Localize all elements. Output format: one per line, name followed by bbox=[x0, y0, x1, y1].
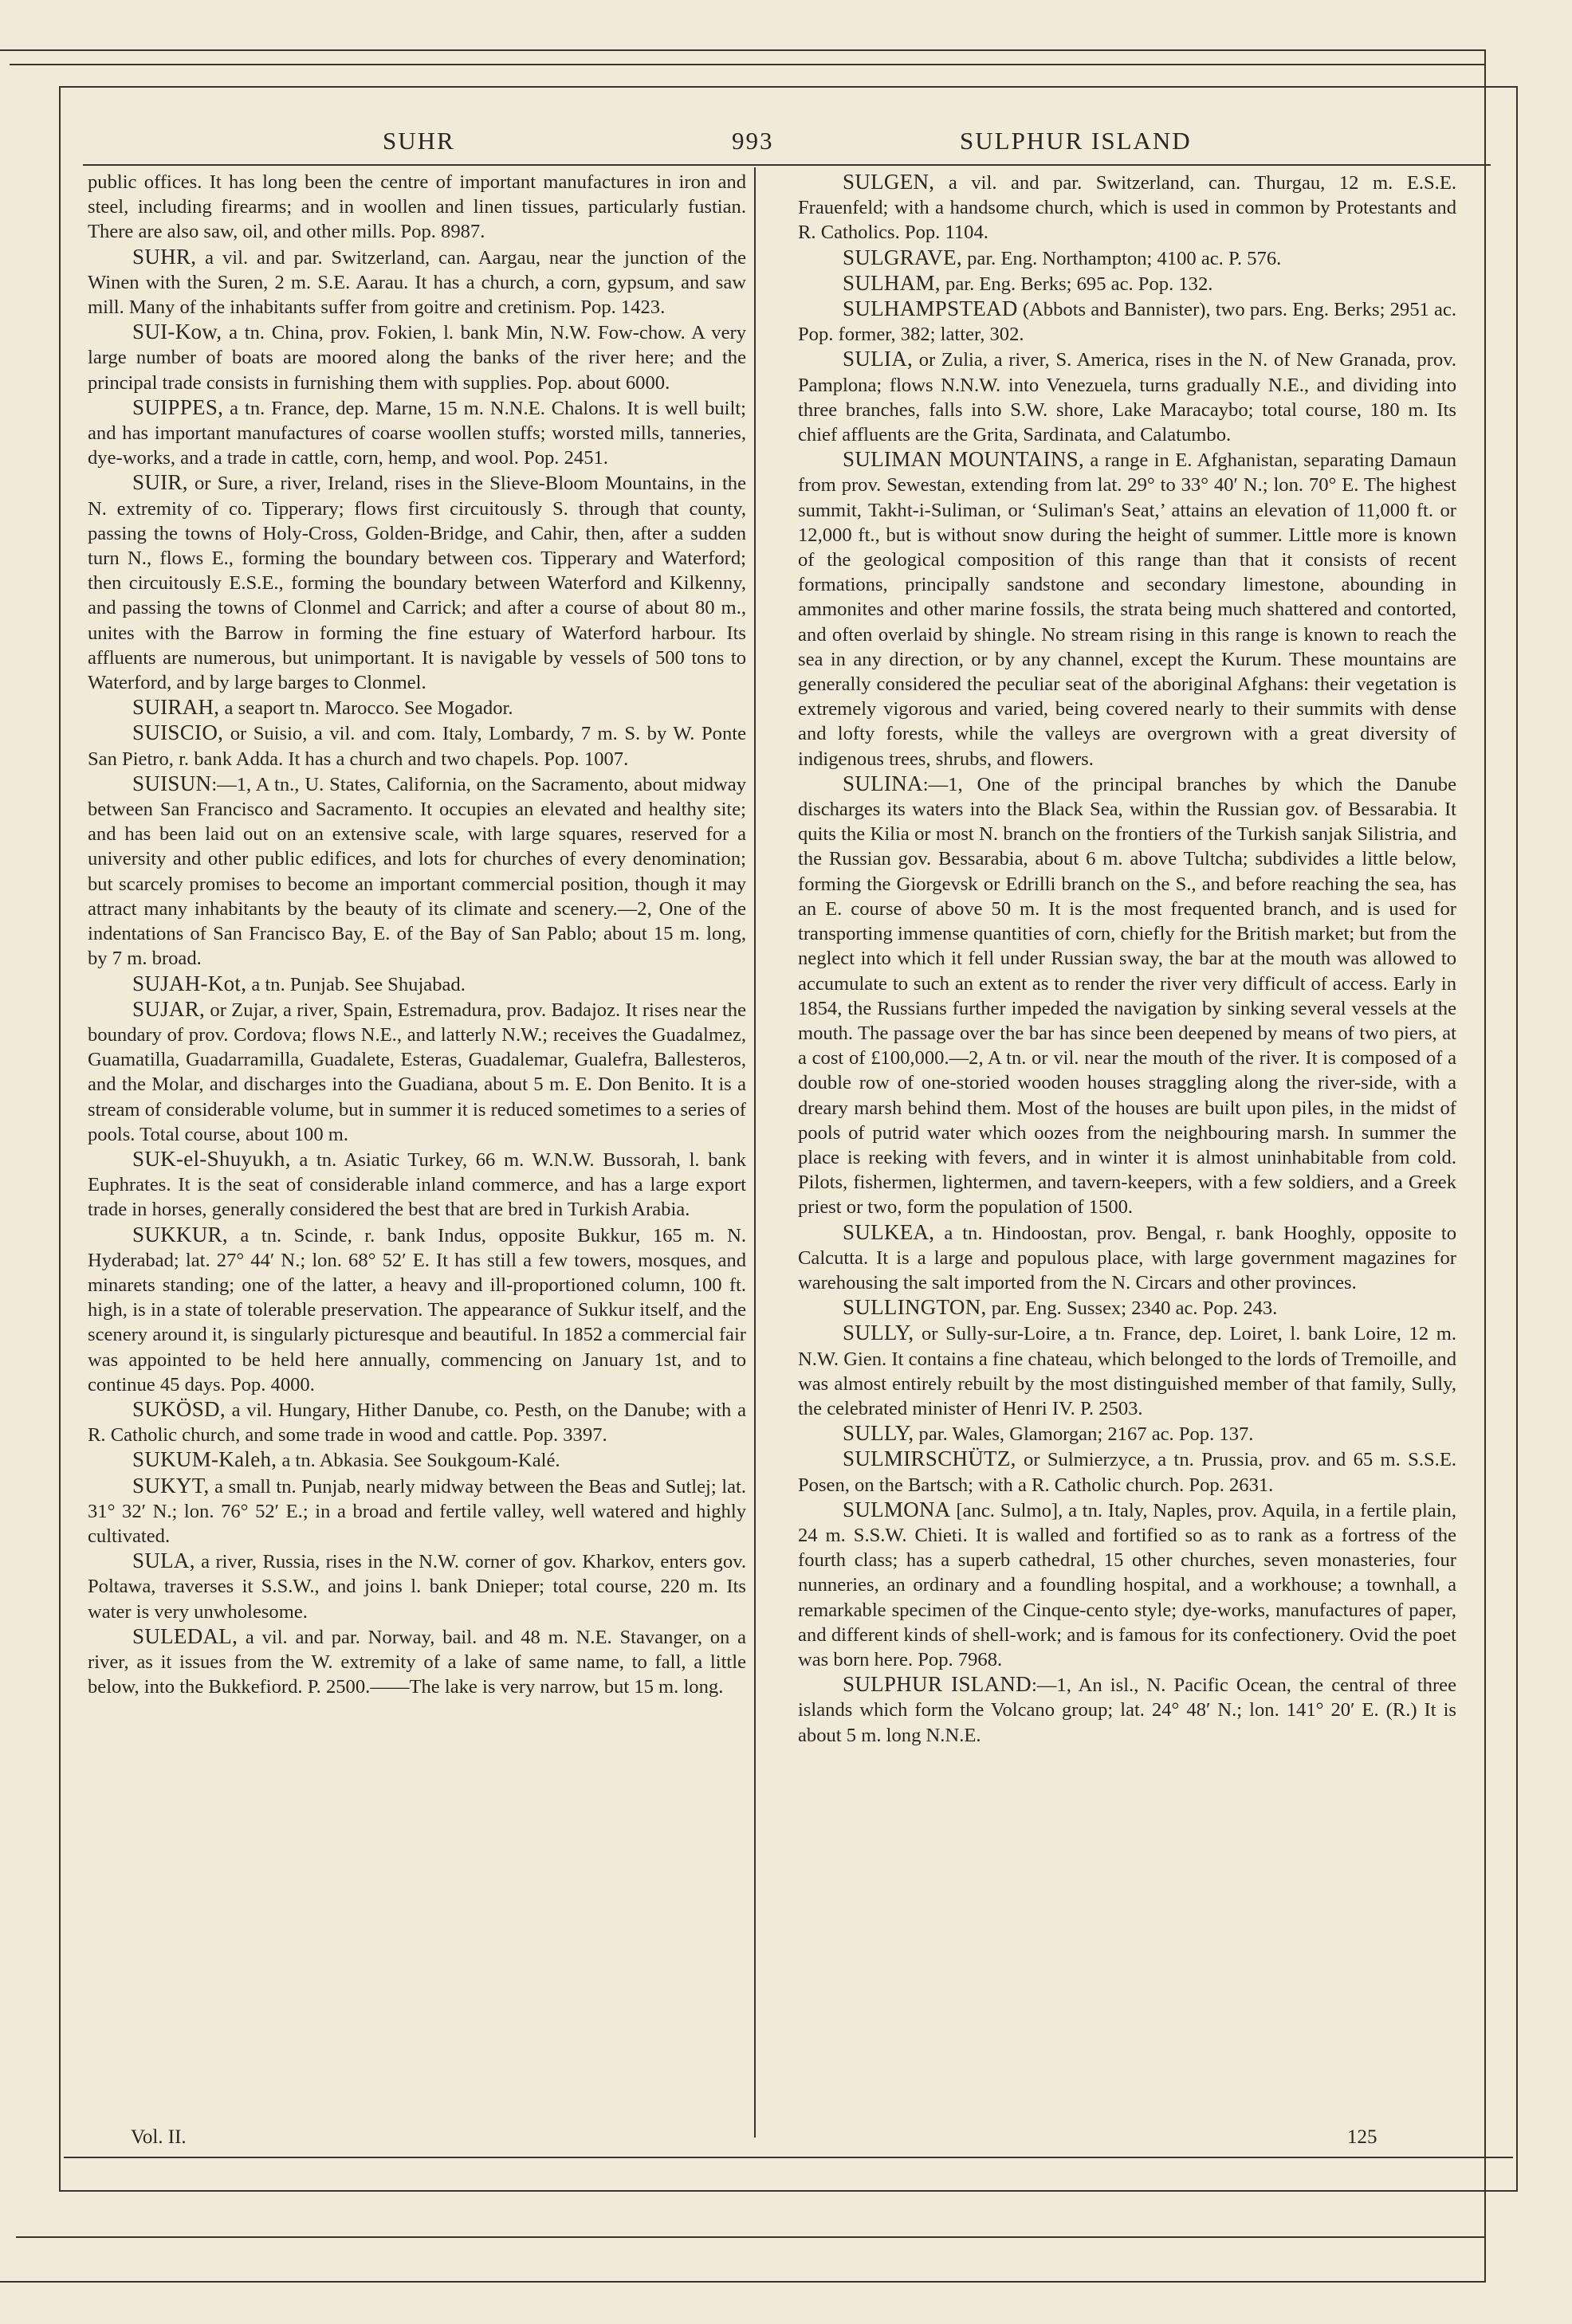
entry bbox=[798, 170, 1456, 245]
entry bbox=[88, 1624, 746, 1700]
header-rule bbox=[83, 164, 1491, 166]
top-inner-rule bbox=[10, 64, 1486, 65]
entry bbox=[88, 1147, 746, 1223]
entry-headword: SUKUM-Kaleh, bbox=[132, 1447, 277, 1472]
entry bbox=[88, 1549, 746, 1624]
entry-headword: SUISUN bbox=[132, 771, 212, 795]
left-column bbox=[88, 170, 746, 2154]
entry-text: or Zujar, a river, Spain, Estremadura, prov. Badajoz. It rises near the boundary of prov. Cordova; flows N.E., and latterly N.W.; receives the Guadalmez, Guamatilla, Guadarramilla, Guadalete, Esteras, Guadalemar, Gualefra, Ballesteros, and the Molar, and discharges into the Guadiana, about 5 m. E. Don Benito. It is a stream of considerable volume, but in summer it is reduced sometimes to a series of pools. Total course, about 100 m. bbox=[88, 999, 746, 1145]
entry-text: :—1, A tn., U. States, California, on the Sacramento, about midway between San Francisco and Sacramento. It occupies an elevated and healthy site; and has been laid out on an extensive scale, with large squares, reserved for a university and other public edifices, and lots for churches of every denomination; but scarcely promises to become an important commercial position, though it may attract many inhabitants by the beauty of its climate and scenery.—2, One of the indentations of San Francisco Bay, E. of the Bay of San Pablo; about 15 m. long, by 7 m. broad. bbox=[88, 773, 746, 970]
bottom-outer-rule bbox=[0, 2281, 1486, 2283]
entry-text: par. Eng. Berks; 695 ac. Pop. 132. bbox=[940, 273, 1213, 295]
entry-text: :—1, An isl., N. Pacific Ocean, the central of three islands which form the Volcano group; lat. 24° 48′ N.; lon. 141° 20′ E. (R.) It is about 5 m. long N.N.E. bbox=[798, 1674, 1456, 1746]
right-column bbox=[798, 170, 1456, 2154]
entry-headword: SUISCIO, bbox=[132, 720, 224, 745]
entry-headword: SUKÖSD, bbox=[132, 1396, 226, 1421]
entry bbox=[798, 1447, 1456, 1497]
entry-text: or Zulia, a river, S. America, rises in the N. of New Granada, prov. Pamplona; flows N.N.W. into Venezuela, turns gradually N.E., and dividing into three branches, falls into S.W. shore, Lake Maracaybo; total course, 180 m. Its chief affluents are the Grita, Sardinata, and Calatumbo. bbox=[798, 349, 1456, 446]
entry-text: a tn. France, dep. Marne, 15 m. N.N.E. Chalons. It is well built; and has important manufactures of coarse woollen stuffs; worsted mills, tanneries, dye-works, and a trade in cattle, corn, hemp, and wool. Pop. 2451. bbox=[88, 397, 746, 469]
entry-text: [anc. Sulmo], a tn. Italy, Naples, prov. Aquila, in a fertile plain, 24 m. S.S.W. Chieti. It is walled and fortified so as to rank as a fortress of the fourth class; has a superb cathedral, 15 other churches, seven monasteries, four nunneries, an ordinary and a foundling hospital, and a workhouse; a townhall, a remarkable specimen of the Cinque-cento style; dye-works, manufactures of paper, and different kinds of shell-work; and is famous for its confectionery. Ovid the poet was born here. Pop. 7968. bbox=[798, 1499, 1456, 1670]
entry-headword: SULGRAVE, bbox=[843, 245, 962, 269]
bottom-inner-rule bbox=[16, 2236, 1484, 2238]
signature-mark: 125 bbox=[1347, 2126, 1377, 2148]
entry-headword: SULEDAL, bbox=[132, 1623, 238, 1648]
entry-text: a tn. Abkasia. See Soukgoum-Kalé. bbox=[277, 1450, 560, 1472]
entry-headword: SUIR, bbox=[132, 470, 188, 495]
entry bbox=[88, 245, 746, 320]
entry bbox=[798, 1321, 1456, 1421]
entry-text: par. Wales, Glamorgan; 2167 ac. Pop. 137. bbox=[914, 1423, 1254, 1446]
entry bbox=[798, 1421, 1456, 1447]
running-head-right: SULPHUR ISLAND bbox=[960, 127, 1192, 155]
entry bbox=[88, 1397, 746, 1447]
entry bbox=[798, 1220, 1456, 1296]
entry-headword: SUK-el-Shuyukh, bbox=[132, 1146, 291, 1171]
entry-text: or Sure, a river, Ireland, rises in the Slieve-Bloom Mountains, in the N. extremity of co. Tipperary; flows first circuitously S. through that county, passing the towns of Holy-Cross, Golden-Bridge, and Cahir, then, after a sudden turn N., flows E., forming the boundary between cos. Tipperary and Waterford; then circuitously E.S.E., forming the boundary between Waterford and Kilkenny, and passing the towns of Clonmel and Carrick; and after a course of about 80 m., unites with the Barrow in forming the fine estuary of Waterford harbour. Its affluents are numerous, but unimportant. It is navigable by vessels of 500 tons to Waterford, and by large barges to Clonmel. bbox=[88, 473, 746, 694]
page-number: 993 bbox=[732, 127, 774, 155]
entry-text: or Sully-sur-Loire, a tn. France, dep. Loiret, l. bank Loire, 12 m. N.W. Gien. It contains a fine chateau, which belonged to the lords of Tremoille, and was almost entirely rebuilt by the most distinguished member of that family, Sully, the celebrated minister of Henri IV. P. 2503. bbox=[798, 1323, 1456, 1419]
entry bbox=[798, 271, 1456, 296]
entry bbox=[798, 1498, 1456, 1672]
entry bbox=[88, 320, 746, 395]
entry-headword: SULA, bbox=[132, 1549, 195, 1573]
entry-headword: SULPHUR ISLAND bbox=[843, 1672, 1032, 1697]
entry-headword: SUKYT, bbox=[132, 1473, 210, 1498]
entry bbox=[88, 695, 746, 720]
entry bbox=[88, 1223, 746, 1397]
entry-text: :—1, One of the principal branches by which the Danube discharges its waters into the Black Sea, within the Russian gov. of Bessarabia. It quits the Kilia or most N. branch on the frontiers of the Turkish sanjak Silistria, and the Russian gov. Bessarabia, about 6 m. above Tultcha; subdivides a little below, forming the Giorgevsk or Edrilli branch on the S., and before reaching the sea, has an E. course of above 50 m. It is the most frequented branch, and is used for transporting immense quantities of corn, chiefly for the British market; but from the neglect into which it fell under Russian sway, the bar at the mouth was allowed to accumulate to such an extent as to render the river very difficult of access. Early in 1854, the Russians further impeded the navigation by sinking several vessels at the mouth. The passage over the bar has since been deepened by means of two piers, at a cost of £100,000.—2, A tn. or vil. near the mouth of the river. It is composed of a double row of one-storied wooden houses straggling along the river-side, with a dreary marsh behind them. Most of the houses are built upon piles, in the midst of pools of putrid water which oozes from the neighbouring marsh. In summer the place is reeking with fevers, and in winter it is almost uninhabitable from cold. Pilots, fishermen, lightermen, and tavern-keepers, with a few soldiers, and a Greek priest or two, form the population of 1500. bbox=[798, 773, 1456, 1219]
entry-text: a tn. Punjab. See Shujabad. bbox=[246, 973, 466, 995]
entry-text: a vil. and par. Switzerland, can. Aargau, near the junction of the Winen with the Suren, 2 m. S.E. Aarau. It has a church, a corn, gypsum, and saw mill. Many of the inhabitants suffer from goitre and cretinism. Pop. 1423. bbox=[88, 246, 746, 319]
entry bbox=[88, 771, 746, 972]
entry-headword: SUHR, bbox=[132, 244, 197, 269]
entry-headword: SULLY, bbox=[843, 1421, 914, 1446]
entry-text: a river, Russia, rises in the N.W. corner of gov. Kharkov, enters gov. Poltawa, traverses it S.S.W., and joins l. bank Dnieper; total course, 220 m. Its water is very unwholesome. bbox=[88, 1551, 746, 1623]
entry-headword: SULIMAN MOUNTAINS, bbox=[843, 447, 1084, 472]
entry-text: public offices. It has long been the centre of important manufactures in iron and steel, including firearms; and in woollen and linen tissues, particularly fustian. There are also saw, oil, and other mills. Pop. 8987. bbox=[88, 171, 746, 243]
entry-text: (Abbots and Bannister), two pars. Eng. Berks; 2951 ac. Pop. former, 382; latter, 302. bbox=[798, 299, 1456, 346]
entry bbox=[798, 1672, 1456, 1748]
entry bbox=[88, 470, 746, 695]
entry-text: a small tn. Punjab, nearly midway between the Beas and Sutlej; lat. 31° 32′ N.; lon. 76° 52′ E.; in a broad and fertile valley, well watered and highly cultivated. bbox=[88, 1475, 746, 1547]
entry-headword: SUIPPES, bbox=[132, 395, 224, 419]
entry-text: a vil. and par. Switzerland, can. Thurgau, 12 m. E.S.E. Frauenfeld; with a handsome church, which is used in common by Protestants and R. Catholics. Pop. 1104. bbox=[798, 172, 1456, 244]
volume-label: Vol. II. bbox=[131, 2126, 187, 2148]
entry-text: a vil. and par. Norway, bail. and 48 m. N.E. Stavanger, on a river, as it issues from the W. extremity of a lake of same name, to fall, a little below, into the Bukkefiord. P. 2500.——The lake is very narrow, but 15 m. long. bbox=[88, 1626, 746, 1698]
entry-headword: SUJAR, bbox=[132, 996, 206, 1021]
entry-text: or Suisio, a vil. and com. Italy, Lombardy, 7 m. S. by W. Ponte San Pietro, r. bank Adda. It has a church and two chapels. Pop. 1007. bbox=[88, 723, 746, 770]
entry bbox=[798, 347, 1456, 447]
entry-headword: SULLINGTON, bbox=[843, 1295, 987, 1320]
entry-headword: SUKKUR, bbox=[132, 1222, 228, 1246]
entry-text: par. Eng. Sussex; 2340 ac. Pop. 243. bbox=[986, 1297, 1278, 1320]
entry-text: a tn. Hindoostan, prov. Bengal, r. bank Hooghly, opposite to Calcutta. It is a large and populous place, with large government magazines for warehousing the salt imported from the N. Circars and other provinces. bbox=[798, 1222, 1456, 1294]
top-outer-rule bbox=[0, 49, 1484, 51]
entry-headword: SULIA, bbox=[843, 347, 914, 371]
entry-text: a seaport tn. Marocco. See Mogador. bbox=[219, 697, 513, 720]
entry-headword: SULKEA, bbox=[843, 1219, 935, 1244]
column-divider bbox=[754, 167, 756, 2138]
entry-text: par. Eng. Northampton; 4100 ac. P. 576. bbox=[961, 247, 1282, 269]
entry-text: or Sulmierzyce, a tn. Prussia, prov. and 65 m. S.S.E. Posen, on the Bartsch; with a R. Catholic church. Pop. 2631. bbox=[798, 1449, 1456, 1496]
entry-headword: SULGEN, bbox=[843, 170, 935, 194]
entry bbox=[798, 245, 1456, 271]
entry bbox=[88, 720, 746, 771]
entry bbox=[88, 1447, 746, 1473]
entry bbox=[88, 395, 746, 471]
entry-headword: SULMIRSCHÜTZ, bbox=[843, 1447, 1016, 1471]
entry-headword: SULLY, bbox=[843, 1321, 914, 1345]
entry-headword: SUIRAH, bbox=[132, 695, 220, 720]
entry bbox=[88, 997, 746, 1147]
entry-text: a vil. Hungary, Hither Danube, co. Pesth, on the Danube; with a R. Catholic church, and some trade in wood and cattle. Pop. 3397. bbox=[88, 1399, 746, 1447]
entry-text: a range in E. Afghanistan, separating Damaun from prov. Sewestan, extending from lat. 29° to 33° 40′ N.; lon. 70° E. The highest summit, Takht-i-Suliman, or ‘Suliman's Seat,’ attains an elevation of 11,000 ft. or 12,000 ft., but is without snow during the height of summer. Little more is known of the geological composition of this range than that it consists of recent formations, principally sandstone and secondary limestone, abounding in ammonites and other marine fossils, the strata being much shattered and contorted, and often overlaid by shingle. No stream rising in this range is known to reach the sea in any direction, or by any channel, except the Kurum. These mountains are generally considered the peculiar seat of the aboriginal Afghans: their vegetation is extremely vigorous and varied, being covered nearly to their summits with dense and lofty forests, while the valleys are overgrown with a great diversity of indigenous trees, shrubs, and flowers. bbox=[798, 449, 1456, 770]
entry-text: a tn. China, prov. Fokien, l. bank Min, N.W. Fow-chow. A very large number of boats are moored along the banks of the river here; and the principal trade consists in furnishing them with supplies. Pop. about 6000. bbox=[88, 322, 746, 394]
entry bbox=[88, 972, 746, 997]
entry-headword: SULHAM, bbox=[843, 270, 941, 295]
footer-rule bbox=[64, 2157, 1513, 2158]
entry-headword: SULHAMPSTEAD bbox=[843, 296, 1018, 321]
entry-text: a tn. Asiatic Turkey, 66 m. W.N.W. Bussorah, l. bank Euphrates. It is the seat of considerable inland commerce, and has a large export trade in horses, generally considered the best that are bred in Turkish Arabia. bbox=[88, 1148, 746, 1221]
entry-headword: SUI-Kow, bbox=[132, 320, 222, 344]
entry bbox=[88, 170, 746, 245]
entry-headword: SUJAH-Kot, bbox=[132, 971, 247, 995]
entry bbox=[88, 1474, 746, 1549]
entry bbox=[798, 447, 1456, 771]
entry bbox=[798, 771, 1456, 1220]
entry-headword: SULINA bbox=[843, 771, 923, 795]
entry bbox=[798, 1295, 1456, 1321]
running-head-left: SUHR bbox=[383, 127, 455, 155]
entry-text: a tn. Scinde, r. bank Indus, opposite Bukkur, 165 m. N. Hyderabad; lat. 27° 44′ N.; lon. 68° 52′ E. It has still a few towers, mosques, and minarets standing; one of the latter, a heavy and ill-proportioned column, 100 ft. high, is in a state of tolerable preservation. The appearance of Sukkur itself, and the scenery around it, is singularly picturesque and beautiful. In 1852 a commercial fair was appointed to be held here annually, commencing on January 1st, and to continue 45 days. Pop. 4000. bbox=[88, 1224, 746, 1396]
entry bbox=[798, 296, 1456, 347]
entry-headword: SULMONA bbox=[843, 1497, 951, 1521]
